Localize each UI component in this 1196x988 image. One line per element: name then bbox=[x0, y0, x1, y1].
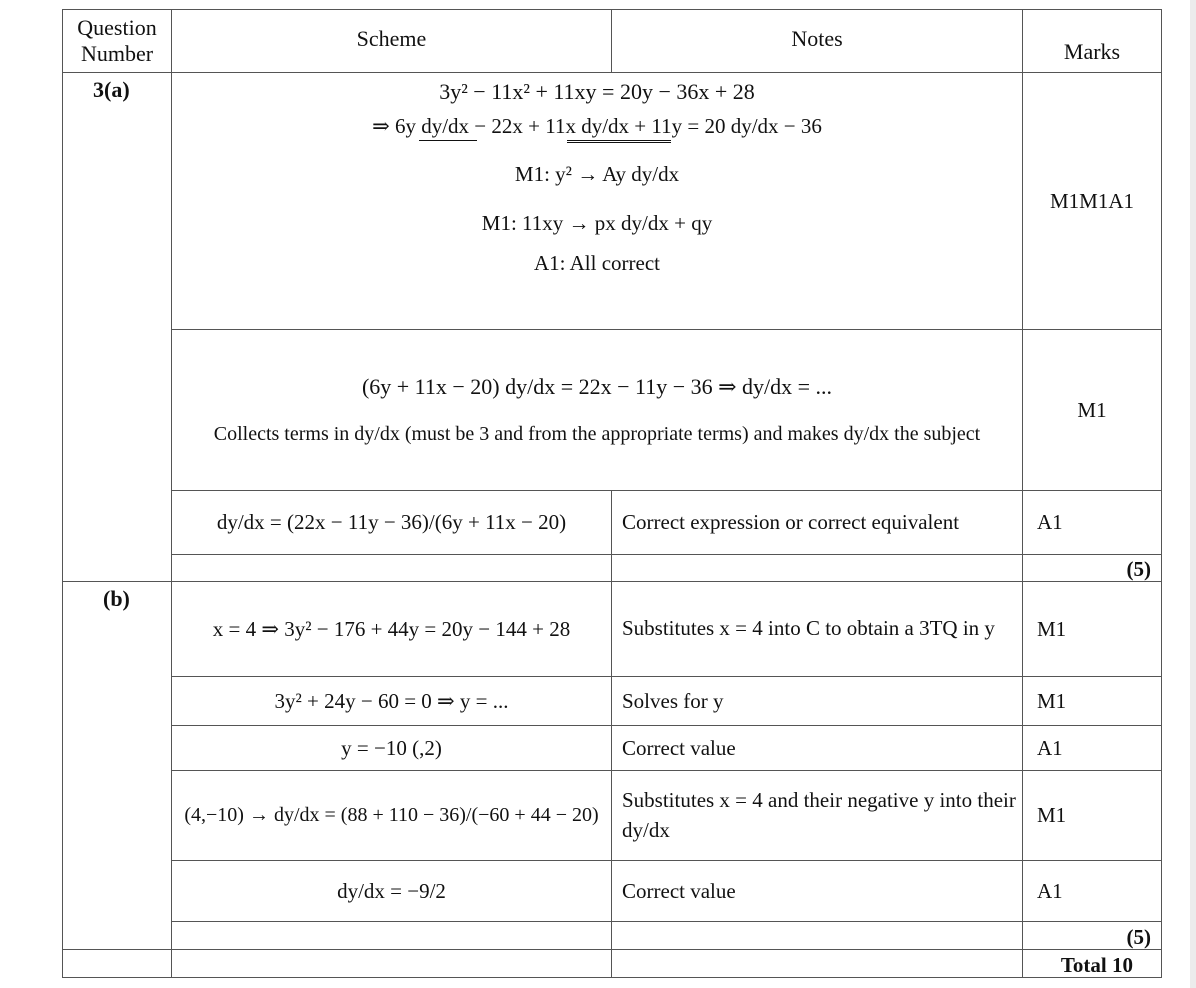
part-a-working-cell bbox=[171, 72, 1023, 330]
part-a-collect-cell bbox=[171, 329, 1023, 491]
part-a-a1: A1: All correct bbox=[534, 250, 660, 275]
part-b-row-3-mark: A1 bbox=[1022, 725, 1162, 771]
header-marks: Marks bbox=[1022, 9, 1162, 73]
part-a-subtotal: (5) bbox=[1126, 557, 1151, 581]
part-b-row-5-note: Correct value bbox=[611, 860, 1023, 922]
part-a-blank-notes bbox=[611, 554, 1023, 582]
part-a-m1-first: M1: y² → Ay dy/dx bbox=[514, 162, 680, 187]
part-a-marks-2: M1 bbox=[1022, 329, 1162, 491]
double-underline-second-term bbox=[567, 138, 671, 143]
part-b-row-3-note: Correct value bbox=[611, 725, 1023, 771]
question-column-b bbox=[62, 581, 172, 950]
part-b-blank-notes bbox=[611, 921, 1023, 950]
part-b-label: (b) bbox=[103, 586, 130, 611]
part-a-working bbox=[172, 73, 1022, 329]
part-a-result-note: Correct expression or correct equivalent bbox=[611, 490, 1023, 555]
part-a-m1-second: M1: 11xy → px dy/dx + qy bbox=[481, 210, 713, 235]
part-b-row-1-scheme: x = 4 ⇒ 3y² − 176 + 44y = 20y − 144 + 28 bbox=[171, 581, 612, 677]
part-a-derivative-line: ⇒ 6y dy/dx − 22x + 11x dy/dx + 11y = 20 dy/dx − 36 bbox=[372, 114, 822, 139]
part-b-row-4-note: Substitutes x = 4 and their negative y into their dy/dx bbox=[611, 770, 1023, 861]
header-question-number: Question Number bbox=[62, 9, 172, 73]
total-row-blank-2 bbox=[171, 949, 612, 978]
part-b-row-3-scheme: y = −10 (,2) bbox=[171, 725, 612, 771]
part-b-row-5-scheme: dy/dx = −9/2 bbox=[171, 860, 612, 922]
total-marks: Total 10 bbox=[1060, 953, 1133, 977]
part-b-row-4-scheme: (4,−10) → dy/dx = (88 + 110 − 36)/(−60 + 44 − 20) bbox=[171, 770, 612, 861]
part-b-row-5-mark: A1 bbox=[1022, 860, 1162, 922]
header-notes: Notes bbox=[611, 9, 1023, 73]
total-cell bbox=[1022, 949, 1162, 978]
part-a-blank-scheme bbox=[171, 554, 612, 582]
total-row-blank-3 bbox=[611, 949, 1023, 978]
part-a-marks-3: A1 bbox=[1022, 490, 1162, 555]
part-b-row-4-mark: M1 bbox=[1022, 770, 1162, 861]
part-a-label: 3(a) bbox=[93, 77, 130, 102]
part-a-collect-line: (6y + 11x − 20) dy/dx = 22x − 11y − 36 ⇒ dy/dx = ... bbox=[361, 374, 833, 400]
part-b-row-1-note: Substitutes x = 4 into C to obtain a 3TQ in y bbox=[611, 581, 1023, 677]
part-a-result: dy/dx = (22x − 11y − 36)/(6y + 11x − 20) bbox=[171, 490, 612, 555]
underline-first-term bbox=[419, 138, 477, 141]
part-b-blank-scheme bbox=[171, 921, 612, 950]
part-b-row-2-scheme: 3y² + 24y − 60 = 0 ⇒ y = ... bbox=[171, 676, 612, 726]
header-scheme: Scheme bbox=[171, 9, 612, 73]
total-row-blank-1 bbox=[62, 949, 172, 978]
part-b-row-2-note: Solves for y bbox=[611, 676, 1023, 726]
part-a-marks-1: M1M1A1 bbox=[1022, 72, 1162, 330]
part-a-subtotal-cell bbox=[1022, 554, 1162, 582]
part-b-row-1-mark: M1 bbox=[1022, 581, 1162, 677]
page-edge bbox=[1190, 0, 1196, 988]
part-a-equation: 3y² − 11x² + 11xy = 20y − 36x + 28 bbox=[439, 79, 755, 104]
part-b-row-2-mark: M1 bbox=[1022, 676, 1162, 726]
part-b-subtotal-cell bbox=[1022, 921, 1162, 950]
part-a-collect-note: Collects terms in dy/dx (must be 3 and from the appropriate terms) and makes dy/dx the subject bbox=[213, 422, 981, 445]
question-column-a bbox=[62, 72, 172, 582]
part-a-underlines bbox=[397, 138, 797, 156]
part-b-subtotal: (5) bbox=[1126, 925, 1151, 949]
